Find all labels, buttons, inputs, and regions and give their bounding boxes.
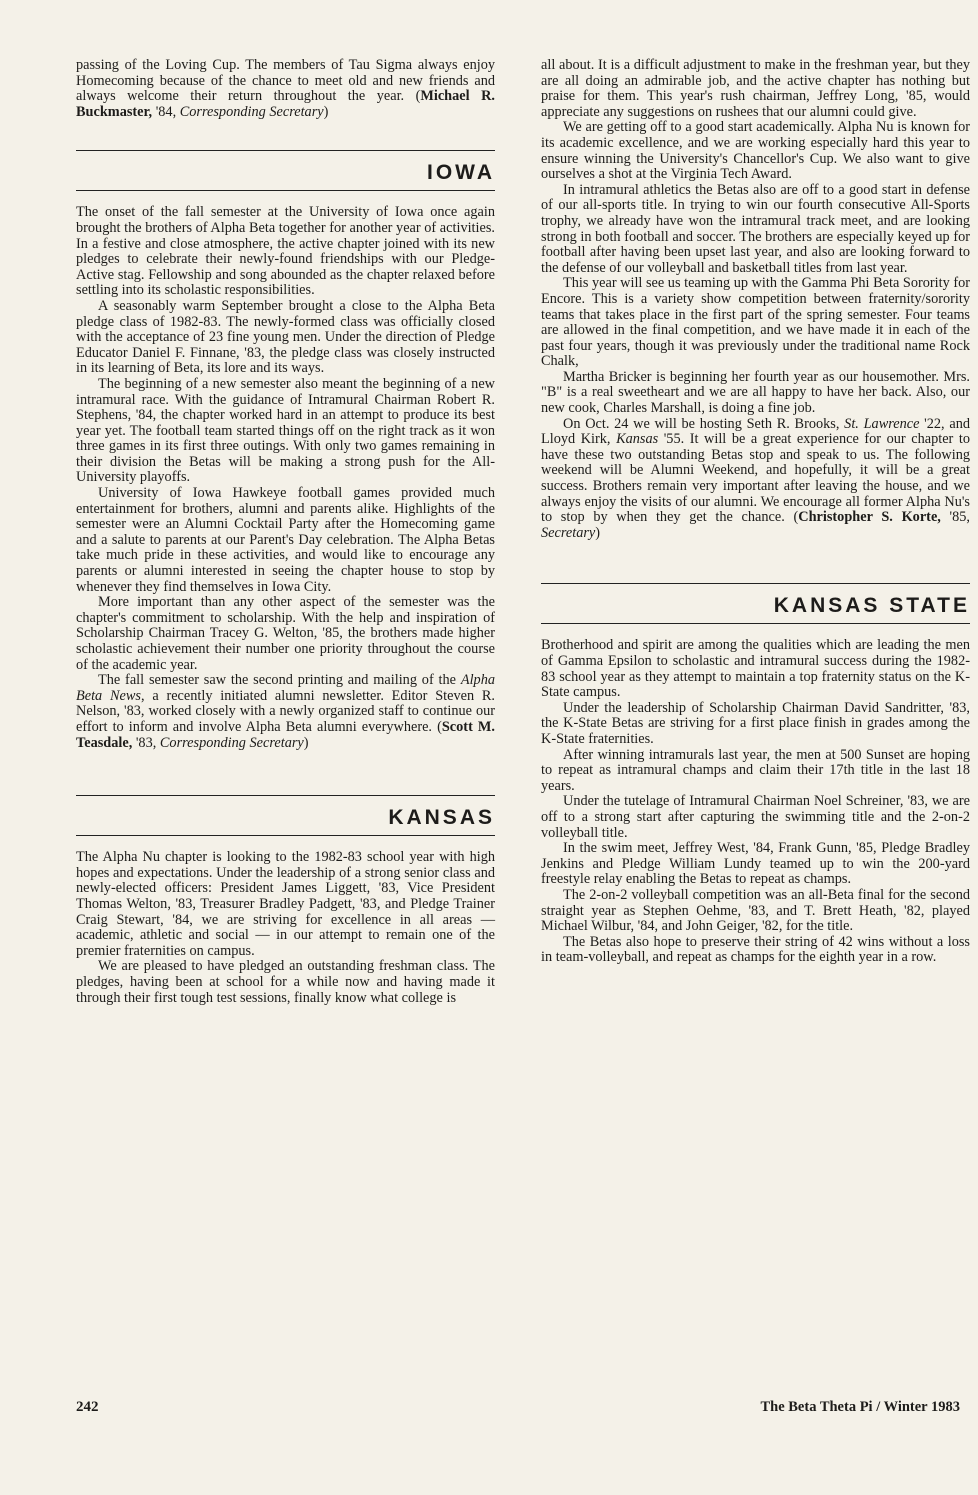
iowa-paragraph-2: A seasonably warm September brought a close to the Alpha Beta pledge class of 1982-83. The newly-formed class was officially closed with the acceptance of 23 fine young men. Under the direction of Pledge Educator Daniel F. Finnane, '83, the pledge class was closely instructed in its learning of Beta, its lore and its ways. xyxy=(76,297,495,377)
kansas-paragraph-6: Martha Bricker is beginning her fourth year as our housemother. Mrs. "B" is a real sweetheart and we are all happy to have her back. Also, our new cook, Charles Marshall, is doing a fine job. xyxy=(541,368,970,417)
kansas-author: Christopher S. Korte, xyxy=(798,509,941,526)
kansas-paragraph-2: We are pleased to have pledged an outstanding freshman class. The pledges, having been at school for a while now and having made it through their first tough test sessions, finally know what college is xyxy=(76,958,495,1006)
section-iowa xyxy=(76,150,495,191)
publication-title: The Beta Theta Pi / Winter 1983 xyxy=(760,1399,960,1415)
kansas-paragraph-7: On Oct. 24 we will be hosting Seth R. Brooks, St. Lawrence '22, and Lloyd Kirk, Kansas '55. It will be a great experience for our chapter to have these two outstanding Betas stop and speak to us. The following weekend will be Alumni Weekend, and hopefully, it will be a great success. Brothers remain very important after leaving the house, and we always enjoy the visits of our alumni. We encourage all former Alpha Nu's to stop by when they get the chance. (Christopher S. Korte, '85, Secretary) xyxy=(541,415,970,541)
kansas-paragraph-4: In intramural athletics the Betas also are off to a good start in defense of our all-sports title. In trying to win our fourth consecutive All-Sports trophy, we already have won the intramural track meet, and are looking strong in both football and soccer. The brothers are especially keyed up for football after having been upset last year, and also are looking forward to the defense of our volleyball and basketball titles from last year. xyxy=(541,181,970,276)
iowa-paragraph-4: University of Iowa Hawkeye football games provided much entertainment for brothers, alumni and parents alike. Highlights of the semester were an Alumni Cocktail Party after the Homecoming game and a salute to parents at our Parent's Day celebration. The Alpha Betas take much pride in these activities, and would like to encourage any parents or alumni interested in seeing the chapter house to stop by whenever they find themselves in Iowa City. xyxy=(76,485,495,595)
iowa-author: Scott M. Teasdale, xyxy=(76,718,495,751)
kansas-paragraph-1: The Alpha Nu chapter is looking to the 1982-83 school year with high hopes and expectations. Under the leadership of a strong senior class and newly-elected officers: President James Liggett, '83, Vice President Thomas Welton, '83, Treasurer Bradley Padgett, '83, and Pledge Trainer Craig Stewart, '84, we are striving for excellence in all areas — academic, athletic and social — in our attempt to remain one of the premier fraternities on campus. xyxy=(76,849,495,959)
kstate-paragraph-6: The 2-on-2 volleyball competition was an all-Beta final for the second straight year as Stephen Oehme, '83, and T. Brett Heath, '82, played Michael Wilbur, '84, and John Geiger, '82, for the title. xyxy=(541,886,970,935)
kstate-paragraph-7: The Betas also hope to preserve their string of 42 wins without a loss in team-volleyball, and repeat as champs for the eighth year in a row. xyxy=(541,933,970,966)
kstate-paragraph-3: After winning intramurals last year, the men at 500 Sunset are hoping to repeat as intramural champs and claim their 17th title in the last 18 years. xyxy=(541,746,970,794)
iowa-paragraph-1: The onset of the fall semester at the University of Iowa once again brought the brothers of Alpha Beta together for another year of activities. In a festive and close atmosphere, the active chapter joined with its new pledges to celebrate their newly-found friendships with our Pledge-Active stag. Fellowship and song abounded as the chapter relaxed before settling into its scholastic responsibilities. xyxy=(76,204,495,299)
section-heading-kansas-state: KANSAS STATE xyxy=(773,594,970,618)
iowa-paragraph-6: The fall semester saw the second printing and mailing of the Alpha Beta News, a recently initiated alumni newsletter. Editor Steven R. Nelson, '83, worked closely with a newly organized staff to continue our effort to inform and involve Alpha Beta alumni everywhere. (Scott M. Teasdale, '83, Corresponding Secretary) xyxy=(76,672,495,751)
section-rule-bottom xyxy=(541,623,970,624)
iowa-role: Corresponding Secretary xyxy=(159,734,304,751)
kansas-paragraph-5: This year will see us teaming up with the Gamma Phi Beta Sorority for Encore. This is a variety show competition between fraternity/sorority teams that takes place in the first part of the spring semester. Four teams are allowed in the final competition, and we have made it in each of the past four years, though it was previously under the traditional name Rock Chalk, xyxy=(541,275,970,370)
section-rule-bottom xyxy=(76,190,495,191)
tau-sigma-paragraph: passing of the Loving Cup. The members of Tau Sigma always enjoy Homecoming because of the chance to meet old and new friends and always welcome their return throughout the year. (Michael R. Buckmaster, '84, Corresponding Secretary) xyxy=(76,57,495,120)
tau-sigma-author: Michael R. Buckmaster, xyxy=(76,88,495,120)
kansas-paragraph-3: We are getting off to a good start academically. Alpha Nu is known for its academic excellence, and we are working especially hard this year to ensure winning the University's Chancellor's Cup. We also want to give ourselves a shot at the Virginia Tech Award. xyxy=(541,119,970,183)
section-kansas xyxy=(76,795,495,836)
kstate-paragraph-1: Brotherhood and spirit are among the qualities which are leading the men of Gamma Epsilon to scholastic and intramural success during the 1982-83 school year as they attempt to maintain a top fraternity status on the K-State campus. xyxy=(541,637,970,701)
kstate-paragraph-4: Under the tutelage of Intramural Chairman Noel Schreiner, '83, we are off to a strong start after capturing the swimming title and the 2-on-2 volleyball title. xyxy=(541,793,970,841)
tau-sigma-role: Corresponding Secretary xyxy=(179,103,324,120)
right-column xyxy=(541,58,970,966)
iowa-paragraph-5: More important than any other aspect of the semester was the chapter's commitment to scholarship. With the help and inspiration of Scholarship Chairman Tracey G. Welton, '85, the brothers made higher scholastic achievement their number one priority throughout the course of the academic year. xyxy=(76,594,495,673)
page-number: 242 xyxy=(76,1399,99,1415)
newsletter-title: Alpha Beta News xyxy=(76,672,495,704)
section-rule-bottom xyxy=(76,835,495,836)
kstate-paragraph-2: Under the leadership of Scholarship Chairman David Sandritter, '83, the K-State Betas are striving for a first place finish in grades among the K-State fraternities. xyxy=(541,699,970,747)
kstate-paragraph-5: In the swim meet, Jeffrey West, '84, Frank Gunn, '85, Pledge Bradley Jenkins and Pledge William Lundy teamed up to win the 200-yard freestyle relay enabling the Betas to repeat as champs. xyxy=(541,840,970,888)
section-heading-iowa: IOWA xyxy=(427,161,495,185)
iowa-paragraph-3: The beginning of a new semester also meant the beginning of a new intramural race. With the guidance of Intramural Chairman Robert R. Stephens, '84, the chapter worked hard in an attempt to produce its best year yet. The football team started things off on the right track as it won three games in its first three outings. With only two games remaining in their division the Betas will be making a strong push for the All-University playoffs. xyxy=(76,375,495,486)
section-heading-kansas: KANSAS xyxy=(388,806,495,830)
section-kansas-state xyxy=(541,583,970,624)
left-column xyxy=(76,58,495,1006)
kansas-role: Secretary xyxy=(541,524,596,541)
kansas-paragraph-2-continued: all about. It is a difficult adjustment to make in the freshman year, but they are all doing an admirable job, and the active chapter has nothing but praise for them. This year's rush chairman, Jeffrey Long, '85, would appreciate any suggestions on rushees that our alumni could give. xyxy=(541,57,970,120)
